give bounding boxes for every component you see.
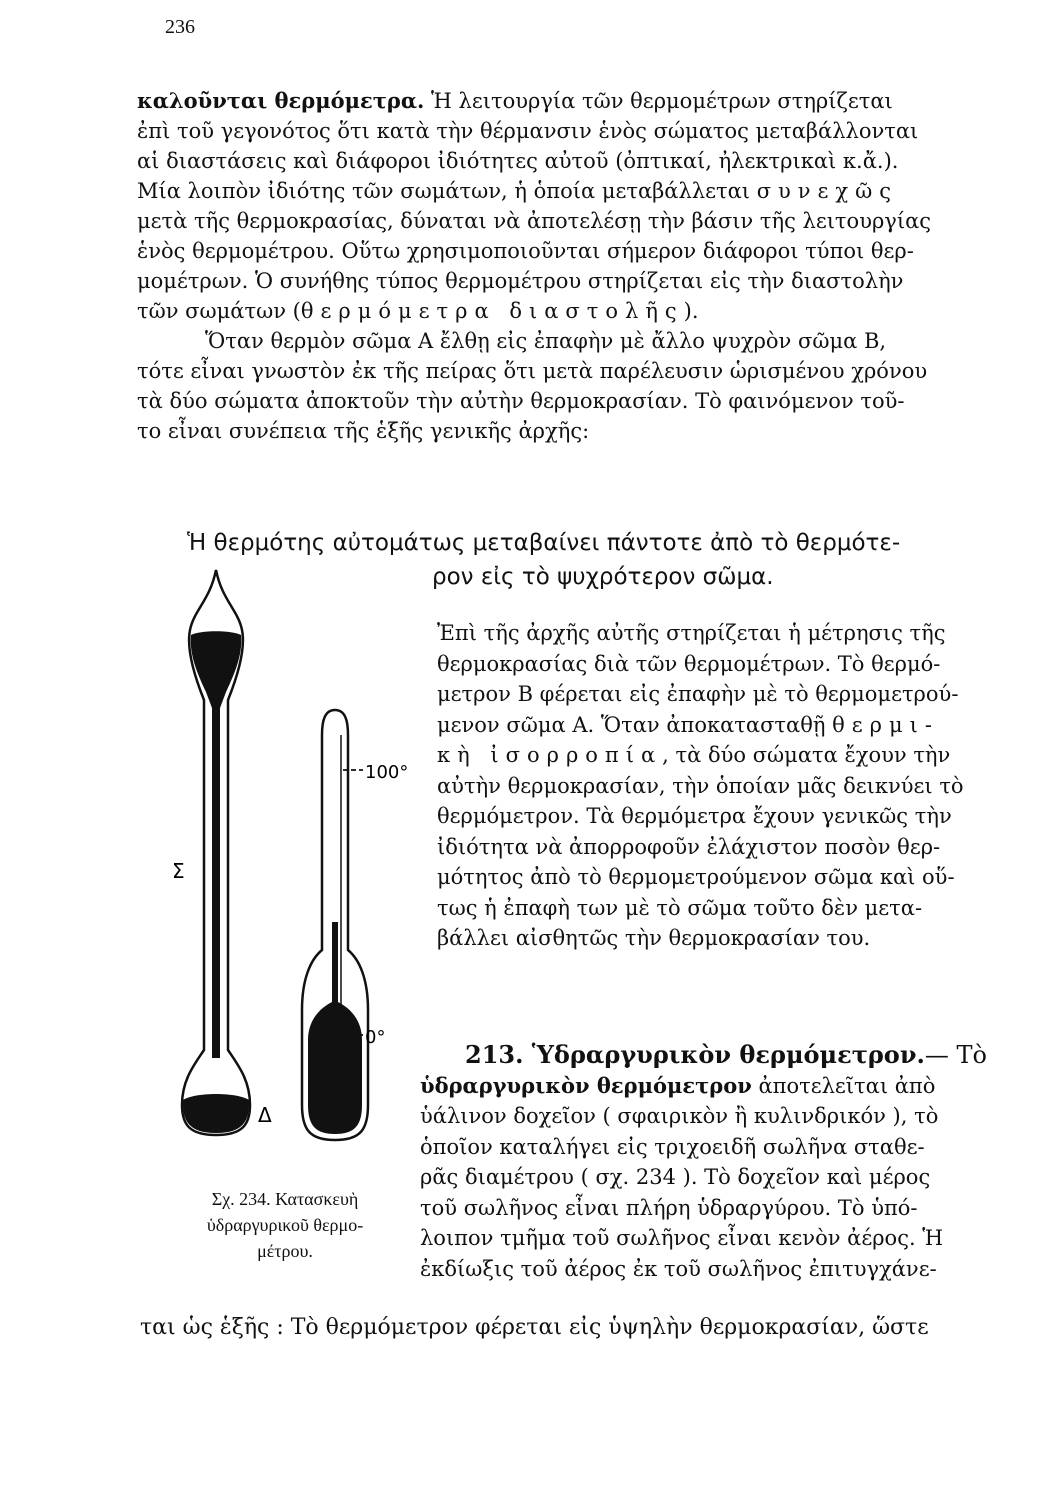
text-line: ρᾶς διαμέτρου ( σχ. 234 ). Τὸ δοχεῖον καὶ μέρος bbox=[420, 1165, 931, 1189]
right-thermometer-column bbox=[332, 922, 338, 1002]
section-213 bbox=[420, 1040, 1010, 1284]
text-run: Ἡ λειτουργία τῶν θερμομέτρων στηρίζεται bbox=[424, 89, 893, 113]
text-line: θερμοκρασίας διὰ τῶν θερμομέτρων. Τὸ θερμό- bbox=[437, 651, 941, 676]
caption-line: Σχ. 234. Κατασκευὴ bbox=[211, 1189, 359, 1209]
label-100-degrees: 100° bbox=[365, 762, 409, 783]
section-number: 213. bbox=[465, 1040, 524, 1069]
section-title: Ὑδραργυρικὸν θερμόμετρον. bbox=[523, 1040, 925, 1069]
text-run: , τὰ δύο σώματα ἔχουν τὴν bbox=[662, 743, 951, 767]
right-thermometer bbox=[302, 710, 368, 1140]
text-line bbox=[437, 710, 997, 741]
text-run: ἀποτελεῖται ἀπὸ bbox=[751, 1073, 936, 1098]
right-column-paragraph bbox=[437, 618, 997, 954]
text-line bbox=[437, 740, 997, 771]
text-line bbox=[137, 296, 1017, 326]
text-line bbox=[137, 176, 1017, 206]
text-line: τοῦ σωλῆνος εἶναι πλήρη ὑδραργύρου. Τὸ ὑπό- bbox=[420, 1195, 918, 1220]
text-line: ὑάλινον δοχεῖον ( σφαιρικὸν ἢ κυλινδρικόν ), τὸ bbox=[420, 1104, 939, 1128]
left-thermometer bbox=[182, 570, 250, 1135]
left-thermometer-top-reservoir bbox=[191, 631, 242, 708]
text-line: ἐκδίωξις τοῦ ἀέρος ἐκ τοῦ σωλῆνος ἐπιτυγχάνε- bbox=[420, 1256, 937, 1281]
text-line: μότητος ἀπὸ τὸ θερμομετρούμενον σῶμα καὶ οὕ- bbox=[437, 865, 955, 889]
section-heading bbox=[420, 1040, 1010, 1071]
left-thermometer-column bbox=[212, 708, 220, 1058]
text-run: ). bbox=[683, 299, 699, 323]
emphasis-expansion-thermometers: θερμόμετρα διαστολῆς bbox=[300, 299, 684, 323]
text-line: ὁποῖον καταλήγει εἰς τριχοειδῆ σωλῆνα σταθε- bbox=[420, 1134, 925, 1159]
text-line: Ὅταν θερμὸν σῶμα Α ἔλθῃ εἰς ἐπαφὴν μὲ ἄλλο ψυχρὸν σῶμα Β, bbox=[205, 329, 887, 353]
text-line: μομέτρων. Ὁ συνήθης τύπος θερμομέτρου στηρίζεται εἰς τὴν διαστολὴν bbox=[137, 269, 904, 293]
text-line: μετὰ τῆς θερμοκρασίας, δύναται νὰ ἀποτελέσῃ τὴν βάσιν τῆς λειτουργίας bbox=[137, 209, 932, 233]
text-line: αἱ διαστάσεις καὶ διάφοροι ἰδιότητες αὐτοῦ (ὀπτικαί, ἠλεκτρικαὶ κ.ἄ.). bbox=[137, 149, 899, 173]
right-thermometer-bulb bbox=[308, 1002, 362, 1134]
label-sigma: Σ bbox=[172, 859, 185, 883]
text-line: τότε εἶναι γνωστὸν ἐκ τῆς πείρας ὅτι μετὰ παρέλευσιν ὡρισμένου χρόνου bbox=[137, 359, 928, 383]
text-line: ἑνὸς θερμομέτρου. Οὕτω χρησιμοποιοῦνται σήμερον διάφοροι τύποι θερ- bbox=[137, 239, 914, 263]
intro-paragraph bbox=[137, 86, 1017, 446]
text-line: τως ἡ ἐπαφὴ των μὲ τὸ σῶμα τοῦτο δὲν μετα- bbox=[437, 895, 923, 920]
text-line: Ἡ θερμότης αὐτομάτως μεταβαίνει πάντοτε ἀπὸ τὸ θερμότε- bbox=[187, 530, 901, 556]
text-line: τὰ δύο σώματα ἀποκτοῦν τὴν αὐτὴν θερμοκρασίαν. Τὸ φαινόμενον τοῦ- bbox=[137, 389, 905, 413]
caption-line: ὑδραργυρικοῦ θερμο- bbox=[206, 1215, 364, 1235]
text-line: ρον εἰς τὸ ψυχρότερον σῶμα. bbox=[432, 564, 774, 590]
figure-caption bbox=[160, 1186, 410, 1264]
text-run: — Τὸ bbox=[924, 1041, 987, 1069]
thermometer-figure bbox=[150, 560, 410, 1185]
text-line: βάλλει αἰσθητῶς τὴν θερμοκρασίαν του. bbox=[437, 926, 871, 950]
text-line: ἰδιότητα νὰ ἀπορροφοῦν ἐλάχιστον ποσὸν θερ- bbox=[437, 834, 941, 859]
text-line: Ἐπὶ τῆς ἀρχῆς αὐτῆς στηρίζεται ἡ μέτρησις τῆς bbox=[437, 621, 946, 645]
caption-line: μέτρου. bbox=[257, 1241, 313, 1261]
text-line: το εἶναι συνέπεια τῆς ἑξῆς γενικῆς ἀρχῆς: bbox=[137, 419, 590, 443]
emphasis-continuously: συνεχῶς bbox=[756, 179, 899, 203]
left-thermometer-bulb bbox=[183, 1094, 249, 1133]
text-run: μενον σῶμα Α. Ὅταν ἀποκατασταθῇ bbox=[437, 712, 833, 737]
text-line: θερμόμετρον. Τὰ θερμόμετρα ἔχουν γενικῶς τὴν bbox=[437, 804, 952, 828]
label-delta: Δ bbox=[258, 1103, 272, 1127]
page-number: 236 bbox=[165, 16, 195, 38]
emphasis-thermal: θερμι- bbox=[832, 712, 939, 737]
text-run: τῶν σωμάτων ( bbox=[137, 299, 301, 323]
text-run: Μία λοιπὸν ἰδιότης τῶν σωμάτων, ἡ ὁποία μεταβάλλεται bbox=[137, 179, 757, 203]
text-line: ἐπὶ τοῦ γεγονότος ὅτι κατὰ τὴν θέρμανσιν ἑνὸς σώματος μεταβάλλονται bbox=[137, 119, 919, 143]
label-0-degrees: 0° bbox=[365, 1027, 386, 1048]
term-thermometers: καλοῦνται θερμόμετρα. bbox=[137, 88, 425, 113]
text-line bbox=[137, 86, 1017, 116]
text-line: λοιπον τμῆμα τοῦ σωλῆνος εἶναι κενὸν ἀέρος. Ἡ bbox=[420, 1226, 944, 1250]
text-line: μετρον Β φέρεται εἰς ἐπαφὴν μὲ τὸ θερμομετρού- bbox=[437, 682, 959, 706]
text-line: αὐτὴν θερμοκρασίαν, τὴν ὁποίαν μᾶς δεικνύει τὸ bbox=[437, 773, 964, 798]
text-line bbox=[420, 1071, 1010, 1102]
term-mercury-thermometer: ὑδραργυρικὸν θερμόμετρον bbox=[420, 1072, 752, 1098]
text-line: ται ὡς ἑξῆς : Τὸ θερμόμετρον φέρεται εἰς ὑψηλὴν θερμοκρασίαν, ὥστε bbox=[140, 1315, 929, 1340]
emphasis-equilibrium: κὴ ἰσορροπία bbox=[437, 743, 663, 767]
